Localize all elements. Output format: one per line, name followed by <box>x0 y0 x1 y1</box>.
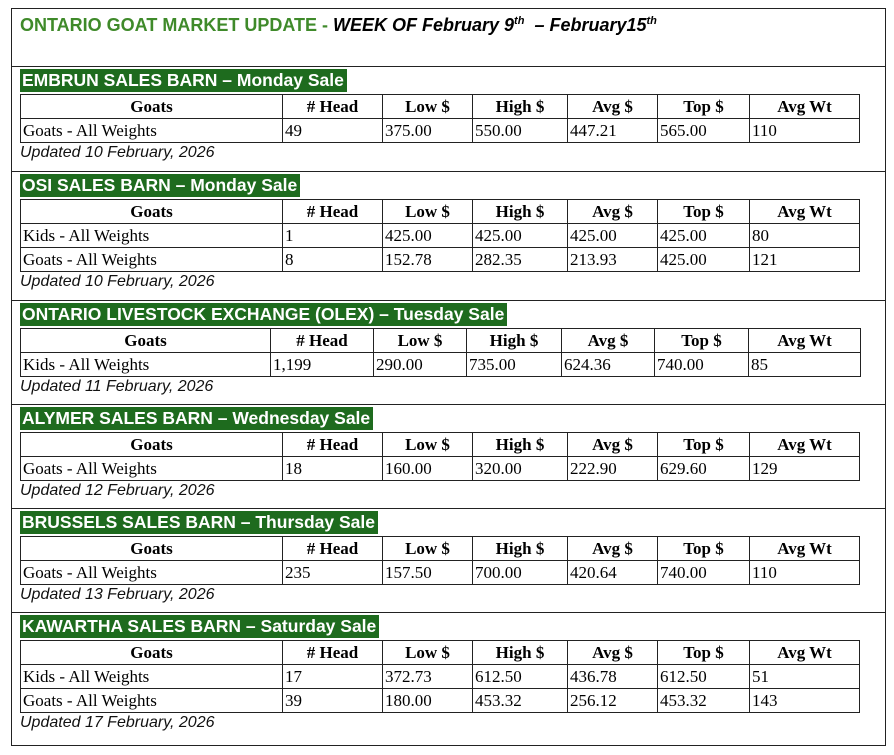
table-row <box>21 248 860 272</box>
cell-head: 1 <box>283 224 383 248</box>
barn-heading: KAWARTHA SALES BARN – Saturday Sale <box>20 615 379 638</box>
col-head-header: # Head <box>283 537 383 561</box>
table-row <box>21 561 860 585</box>
col-avg-wt-header: Avg Wt <box>750 537 860 561</box>
cell-low: 375.00 <box>383 119 473 143</box>
cell-category: Goats - All Weights <box>21 248 283 272</box>
col-top-header: Top $ <box>655 329 749 353</box>
col-avg-wt-header: Avg Wt <box>750 200 860 224</box>
col-low-header: Low $ <box>383 95 473 119</box>
cell-low: 425.00 <box>383 224 473 248</box>
col-top-header: Top $ <box>658 200 750 224</box>
col-high-header: High $ <box>473 537 568 561</box>
barn-heading: ONTARIO LIVESTOCK EXCHANGE (OLEX) – Tuesday Sale <box>20 303 507 326</box>
col-head-header: # Head <box>283 95 383 119</box>
col-avg-wt-header: Avg Wt <box>750 95 860 119</box>
cell-category: Goats - All Weights <box>21 119 283 143</box>
week-start-suffix: th <box>514 15 525 27</box>
updated-date: Updated 10 February, 2026 <box>20 273 215 290</box>
col-head-header: # Head <box>283 433 383 457</box>
updated-date: Updated 12 February, 2026 <box>20 482 215 499</box>
cell-category: Goats - All Weights <box>21 689 283 713</box>
cell-high: 550.00 <box>473 119 568 143</box>
report-week <box>333 15 657 35</box>
col-head-header: # Head <box>283 641 383 665</box>
cell-top: 425.00 <box>658 224 750 248</box>
cell-top: 612.50 <box>658 665 750 689</box>
cell-avg: 222.90 <box>568 457 658 481</box>
table-row <box>21 457 860 481</box>
cell-avg-wt: 110 <box>750 119 860 143</box>
col-avg-header: Avg $ <box>562 329 655 353</box>
table-header-row <box>21 95 860 119</box>
col-avg-header: Avg $ <box>568 200 658 224</box>
col-avg-header: Avg $ <box>568 95 658 119</box>
col-top-header: Top $ <box>658 433 750 457</box>
market-table <box>20 328 861 377</box>
col-low-header: Low $ <box>374 329 467 353</box>
cell-avg: 624.36 <box>562 353 655 377</box>
sale-section <box>12 612 885 731</box>
col-avg-header: Avg $ <box>568 641 658 665</box>
cell-head: 1,199 <box>271 353 374 377</box>
col-low-header: Low $ <box>383 200 473 224</box>
barn-heading: BRUSSELS SALES BARN – Thursday Sale <box>20 511 378 534</box>
sale-section <box>12 300 885 395</box>
col-low-header: Low $ <box>383 537 473 561</box>
cell-category: Goats - All Weights <box>21 457 283 481</box>
col-head-header: # Head <box>271 329 374 353</box>
cell-category: Kids - All Weights <box>21 665 283 689</box>
col-avg-header: Avg $ <box>568 433 658 457</box>
col-goats-header: Goats <box>21 329 271 353</box>
cell-head: 18 <box>283 457 383 481</box>
col-high-header: High $ <box>467 329 562 353</box>
market-table <box>20 432 860 481</box>
col-low-header: Low $ <box>383 433 473 457</box>
cell-low: 152.78 <box>383 248 473 272</box>
cell-avg-wt: 129 <box>750 457 860 481</box>
updated-date: Updated 10 February, 2026 <box>20 144 215 161</box>
cell-head: 49 <box>283 119 383 143</box>
col-avg-wt-header: Avg Wt <box>750 433 860 457</box>
updated-date: Updated 13 February, 2026 <box>20 586 215 603</box>
col-goats-header: Goats <box>21 95 283 119</box>
cell-top: 565.00 <box>658 119 750 143</box>
col-goats-header: Goats <box>21 641 283 665</box>
cell-category: Kids - All Weights <box>21 353 271 377</box>
cell-top: 453.32 <box>658 689 750 713</box>
market-table <box>20 640 860 713</box>
market-table <box>20 199 860 272</box>
cell-head: 235 <box>283 561 383 585</box>
cell-avg: 436.78 <box>568 665 658 689</box>
cell-high: 425.00 <box>473 224 568 248</box>
cell-head: 39 <box>283 689 383 713</box>
table-header-row <box>21 537 860 561</box>
cell-head: 17 <box>283 665 383 689</box>
cell-head: 8 <box>283 248 383 272</box>
barn-heading: ALYMER SALES BARN – Wednesday Sale <box>20 407 373 430</box>
cell-avg: 420.64 <box>568 561 658 585</box>
col-top-header: Top $ <box>658 641 750 665</box>
cell-top: 740.00 <box>655 353 749 377</box>
cell-low: 157.50 <box>383 561 473 585</box>
cell-high: 735.00 <box>467 353 562 377</box>
col-avg-header: Avg $ <box>568 537 658 561</box>
cell-avg: 425.00 <box>568 224 658 248</box>
market-table <box>20 94 860 143</box>
cell-top: 740.00 <box>658 561 750 585</box>
cell-avg-wt: 51 <box>750 665 860 689</box>
col-high-header: High $ <box>473 433 568 457</box>
table-row <box>21 689 860 713</box>
sale-section <box>12 404 885 499</box>
cell-category: Kids - All Weights <box>21 224 283 248</box>
cell-avg-wt: 143 <box>750 689 860 713</box>
table-row <box>21 224 860 248</box>
table-row <box>21 353 861 377</box>
cell-avg-wt: 80 <box>750 224 860 248</box>
col-goats-header: Goats <box>21 537 283 561</box>
col-high-header: High $ <box>473 200 568 224</box>
cell-avg: 447.21 <box>568 119 658 143</box>
table-header-row <box>21 641 860 665</box>
col-high-header: High $ <box>473 95 568 119</box>
col-avg-wt-header: Avg Wt <box>749 329 861 353</box>
col-low-header: Low $ <box>383 641 473 665</box>
cell-high: 612.50 <box>473 665 568 689</box>
sale-section <box>12 508 885 603</box>
updated-date: Updated 17 February, 2026 <box>20 714 215 731</box>
cell-low: 180.00 <box>383 689 473 713</box>
cell-avg-wt: 85 <box>749 353 861 377</box>
col-high-header: High $ <box>473 641 568 665</box>
col-top-header: Top $ <box>658 95 750 119</box>
cell-avg: 213.93 <box>568 248 658 272</box>
week-end: – February15 <box>534 15 647 35</box>
cell-top: 629.60 <box>658 457 750 481</box>
title-row <box>12 9 885 67</box>
report-title-main: ONTARIO GOAT MARKET UPDATE - <box>20 15 328 35</box>
col-avg-wt-header: Avg Wt <box>750 641 860 665</box>
cell-avg: 256.12 <box>568 689 658 713</box>
col-top-header: Top $ <box>658 537 750 561</box>
cell-high: 453.32 <box>473 689 568 713</box>
cell-category: Goats - All Weights <box>21 561 283 585</box>
table-header-row <box>21 200 860 224</box>
cell-high: 700.00 <box>473 561 568 585</box>
table-row <box>21 665 860 689</box>
market-table <box>20 536 860 585</box>
col-goats-header: Goats <box>21 200 283 224</box>
cell-high: 320.00 <box>473 457 568 481</box>
table-header-row <box>21 433 860 457</box>
col-goats-header: Goats <box>21 433 283 457</box>
updated-date: Updated 11 February, 2026 <box>20 378 214 395</box>
col-head-header: # Head <box>283 200 383 224</box>
report-title <box>20 15 657 36</box>
barn-heading: EMBRUN SALES BARN – Monday Sale <box>20 69 347 92</box>
cell-high: 282.35 <box>473 248 568 272</box>
table-header-row <box>21 329 861 353</box>
cell-low: 372.73 <box>383 665 473 689</box>
week-end-suffix: th <box>646 15 657 27</box>
cell-top: 425.00 <box>658 248 750 272</box>
barn-heading: OSI SALES BARN – Monday Sale <box>20 174 300 197</box>
cell-avg-wt: 110 <box>750 561 860 585</box>
cell-low: 290.00 <box>374 353 467 377</box>
cell-avg-wt: 121 <box>750 248 860 272</box>
cell-low: 160.00 <box>383 457 473 481</box>
market-report-frame <box>11 8 886 746</box>
table-row <box>21 119 860 143</box>
sale-section <box>12 171 885 290</box>
week-start: WEEK OF February 9 <box>333 15 515 35</box>
